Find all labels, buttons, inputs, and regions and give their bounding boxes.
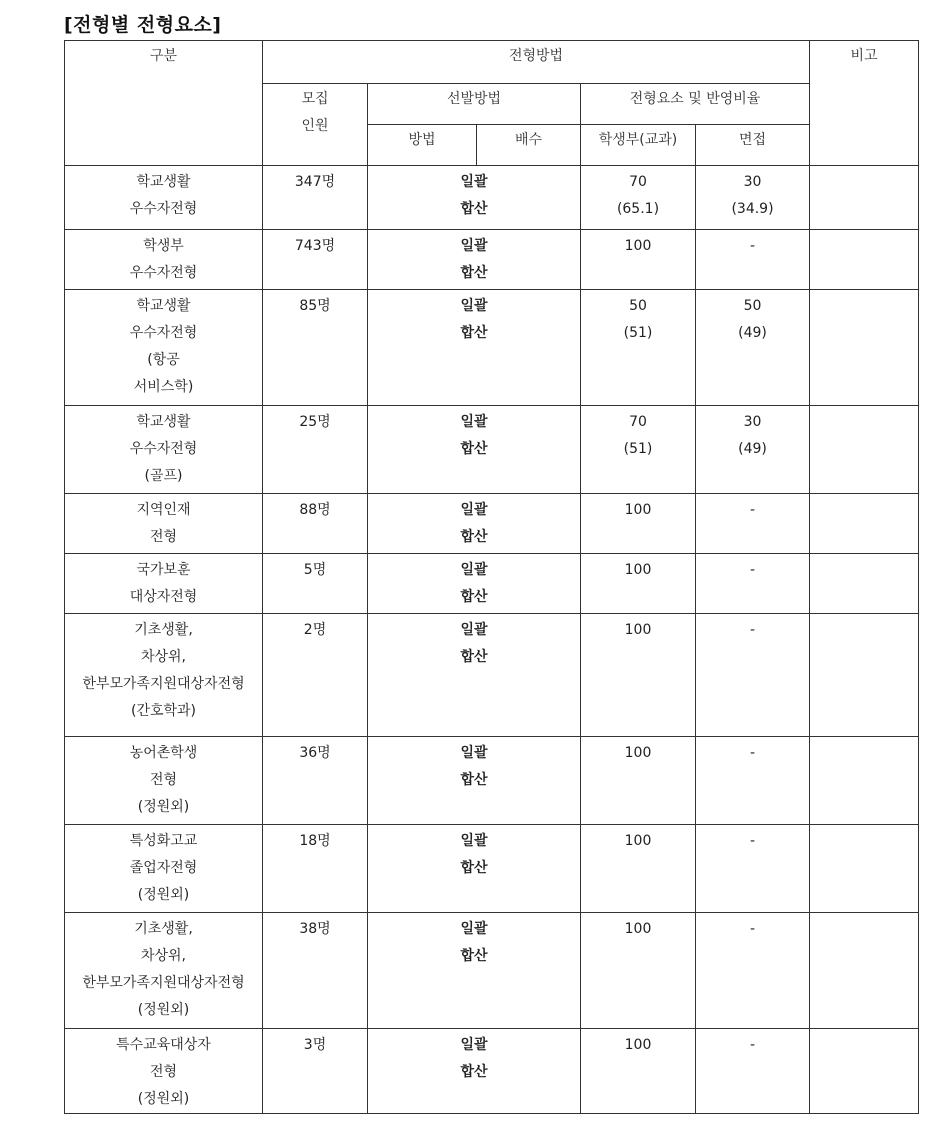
row-bigo-cell — [810, 825, 919, 913]
row-record-cell — [581, 825, 696, 913]
row-method-cell-line: 합산 — [460, 1064, 488, 1080]
row-name-cell-line: 학생부 — [143, 238, 184, 254]
row-record-cell-line: 100 — [624, 1037, 652, 1053]
table-row — [65, 230, 919, 290]
row-interview-cell — [696, 1029, 810, 1114]
row-record-cell — [581, 913, 696, 1029]
row-record-cell-line: 70 — [629, 414, 647, 430]
row-method-cell — [368, 825, 581, 913]
row-interview-cell — [696, 406, 810, 494]
row-name-cell-line: 학교생활 — [136, 174, 191, 190]
row-count-cell: 743명 — [263, 230, 368, 290]
row-count-cell: 2명 — [263, 614, 368, 737]
row-name-cell-line: 대상자전형 — [129, 589, 198, 605]
row-interview-cell — [696, 290, 810, 406]
row-name-cell — [65, 614, 263, 737]
row-name-cell — [65, 166, 263, 230]
row-method-cell-line: 합산 — [460, 325, 488, 341]
row-name-cell-line: 우수자전형 — [129, 325, 198, 341]
row-name-cell — [65, 494, 263, 554]
row-interview-cell-line: - — [749, 921, 756, 937]
row-name-cell-line: 국가보훈 — [136, 562, 191, 578]
row-bigo-cell — [810, 614, 919, 737]
row-name-cell-line: (간호학과) — [130, 703, 197, 719]
row-method-cell-line: 일괄 — [460, 833, 488, 849]
header-gubun: 구분 — [65, 41, 263, 166]
row-method-cell-line: 합산 — [460, 772, 488, 788]
table-row — [65, 290, 919, 406]
row-method-cell-line: 합산 — [460, 441, 488, 457]
row-count-cell: 38명 — [263, 913, 368, 1029]
row-method-cell — [368, 913, 581, 1029]
row-method-cell-line: 합산 — [460, 860, 488, 876]
header-selection: 선발방법 — [368, 84, 581, 125]
table-row — [65, 913, 919, 1029]
row-record-cell-line: 100 — [624, 745, 652, 761]
row-interview-cell-line: - — [749, 622, 756, 638]
row-bigo-cell — [810, 554, 919, 614]
row-method-cell-line: 일괄 — [460, 562, 488, 578]
table-row — [65, 825, 919, 913]
row-method-cell-line: 합산 — [460, 589, 488, 605]
row-method-cell-line: 일괄 — [460, 1037, 488, 1053]
header-recruit-line1: 모집 — [301, 91, 329, 107]
row-method-cell-line: 합산 — [460, 201, 488, 217]
row-name-cell-line: (정원외) — [137, 799, 190, 815]
row-count-cell: 25명 — [263, 406, 368, 494]
row-record-cell-line: 100 — [624, 238, 652, 254]
row-interview-cell-line: (34.9) — [731, 201, 774, 217]
row-count-cell: 3명 — [263, 1029, 368, 1114]
row-name-cell-line: (정원외) — [137, 1091, 190, 1107]
row-record-cell — [581, 1029, 696, 1114]
row-bigo-cell — [810, 166, 919, 230]
header-multiple: 배수 — [477, 125, 581, 166]
header-elements: 전형요소 및 반영비율 — [581, 84, 810, 125]
row-method-cell-line: 합산 — [460, 948, 488, 964]
row-record-cell-line: 100 — [624, 502, 652, 518]
table-row — [65, 406, 919, 494]
row-name-cell-line: 졸업자전형 — [129, 860, 198, 876]
header-recruit — [263, 84, 368, 166]
row-name-cell-line: (항공 — [147, 352, 180, 368]
row-name-cell — [65, 230, 263, 290]
row-count-cell: 347명 — [263, 166, 368, 230]
row-interview-cell — [696, 554, 810, 614]
row-record-cell-line: 70 — [629, 174, 647, 190]
table-row — [65, 166, 919, 230]
row-method-cell — [368, 406, 581, 494]
header-bigo: 비고 — [810, 41, 919, 166]
row-record-cell-line: 100 — [624, 833, 652, 849]
row-method-cell — [368, 166, 581, 230]
row-record-cell — [581, 737, 696, 825]
row-record-cell — [581, 230, 696, 290]
row-interview-cell — [696, 737, 810, 825]
row-name-cell-line: (골프) — [144, 468, 183, 484]
row-method-cell-line: 일괄 — [460, 921, 488, 937]
row-name-cell-line: (정원외) — [137, 1002, 190, 1018]
row-method-cell-line: 일괄 — [460, 238, 488, 254]
row-method-cell — [368, 554, 581, 614]
row-method-cell-line: 일괄 — [460, 298, 488, 314]
admission-elements-table — [64, 40, 919, 1114]
row-method-cell — [368, 494, 581, 554]
row-bigo-cell — [810, 290, 919, 406]
row-name-cell — [65, 913, 263, 1029]
row-bigo-cell — [810, 913, 919, 1029]
row-interview-cell-line: 30 — [743, 174, 762, 190]
row-method-cell — [368, 1029, 581, 1114]
row-interview-cell-line: 50 — [743, 298, 762, 314]
row-name-cell-line: 학교생활 — [136, 414, 191, 430]
row-method-cell — [368, 737, 581, 825]
table-row — [65, 737, 919, 825]
row-method-cell-line: 합산 — [460, 649, 488, 665]
row-record-cell-line: 50 — [629, 298, 647, 314]
row-interview-cell — [696, 614, 810, 737]
row-name-cell-line: 전형 — [149, 529, 178, 545]
row-name-cell-line: 서비스학) — [133, 379, 194, 395]
row-interview-cell-line: (49) — [738, 441, 767, 457]
row-method-cell-line: 일괄 — [460, 174, 488, 190]
row-record-cell-line: 100 — [624, 562, 652, 578]
row-record-cell — [581, 166, 696, 230]
row-interview-cell — [696, 230, 810, 290]
row-name-cell-line: 학교생활 — [136, 298, 191, 314]
row-record-cell-line: (51) — [623, 441, 653, 457]
row-method-cell-line: 일괄 — [460, 414, 488, 430]
row-interview-cell — [696, 825, 810, 913]
row-count-cell: 36명 — [263, 737, 368, 825]
row-name-cell-line: 기초생활, — [134, 921, 193, 937]
row-interview-cell-line: - — [749, 745, 756, 761]
row-name-cell-line: 전형 — [149, 772, 178, 788]
row-count-cell: 85명 — [263, 290, 368, 406]
header-record: 학생부(교과) — [581, 125, 696, 166]
row-count-cell: 18명 — [263, 825, 368, 913]
row-bigo-cell — [810, 737, 919, 825]
table-row — [65, 1029, 919, 1114]
header-interview: 면접 — [696, 125, 810, 166]
row-name-cell — [65, 554, 263, 614]
row-name-cell-line: 우수자전형 — [129, 441, 198, 457]
header-recruit-line2: 인원 — [301, 118, 329, 134]
row-interview-cell-line: 30 — [743, 414, 762, 430]
header-method: 전형방법 — [263, 41, 810, 84]
row-interview-cell-line: - — [749, 562, 756, 578]
row-record-cell-line: 100 — [624, 921, 652, 937]
row-name-cell — [65, 290, 263, 406]
row-name-cell-line: 차상위, — [140, 649, 187, 665]
row-name-cell-line: 우수자전형 — [129, 201, 198, 217]
row-method-cell-line: 일괄 — [460, 622, 488, 638]
row-interview-cell-line: - — [749, 1037, 756, 1053]
row-interview-cell-line: - — [749, 502, 756, 518]
row-method-cell — [368, 614, 581, 737]
row-method-cell — [368, 290, 581, 406]
table-body — [65, 166, 919, 1114]
row-record-cell-line: (51) — [623, 325, 653, 341]
row-interview-cell — [696, 913, 810, 1029]
row-method-cell-line: 일괄 — [460, 502, 488, 518]
row-name-cell-line: 지역인재 — [136, 502, 191, 518]
row-name-cell — [65, 737, 263, 825]
row-record-cell — [581, 406, 696, 494]
row-method-cell — [368, 230, 581, 290]
row-name-cell — [65, 1029, 263, 1114]
row-bigo-cell — [810, 230, 919, 290]
row-name-cell — [65, 825, 263, 913]
row-name-cell — [65, 406, 263, 494]
row-bigo-cell — [810, 406, 919, 494]
row-count-cell: 88명 — [263, 494, 368, 554]
row-interview-cell-line: - — [749, 238, 756, 254]
row-record-cell — [581, 494, 696, 554]
table-row — [65, 614, 919, 737]
row-method-cell-line: 합산 — [460, 265, 488, 281]
row-bigo-cell — [810, 1029, 919, 1114]
row-method-cell-line: 합산 — [460, 529, 488, 545]
row-name-cell-line: (정원외) — [137, 887, 190, 903]
row-name-cell-line: 차상위, — [140, 948, 187, 964]
row-record-cell-line: (65.1) — [616, 201, 660, 217]
row-name-cell-line: 우수자전형 — [129, 265, 198, 281]
row-name-cell-line: 특성화고교 — [129, 833, 198, 849]
row-method-cell-line: 일괄 — [460, 745, 488, 761]
row-name-cell-line: 한부모가족지원대상자전형 — [82, 676, 245, 692]
row-name-cell-line: 특수교육대상자 — [116, 1037, 211, 1053]
row-interview-cell — [696, 166, 810, 230]
row-interview-cell-line: - — [749, 833, 756, 849]
row-interview-cell-line: (49) — [738, 325, 767, 341]
row-record-cell-line: 100 — [624, 622, 652, 638]
table-row — [65, 494, 919, 554]
row-record-cell — [581, 290, 696, 406]
row-record-cell — [581, 614, 696, 737]
row-name-cell-line: 기초생활, — [134, 622, 193, 638]
row-record-cell — [581, 554, 696, 614]
row-name-cell-line: 한부모가족지원대상자전형 — [82, 975, 245, 991]
row-interview-cell — [696, 494, 810, 554]
header-how: 방법 — [368, 125, 477, 166]
row-bigo-cell — [810, 494, 919, 554]
table-row — [65, 554, 919, 614]
row-count-cell: 5명 — [263, 554, 368, 614]
row-name-cell-line: 전형 — [149, 1064, 178, 1080]
row-name-cell-line: 농어촌학생 — [129, 745, 198, 761]
page-title: [전형별 전형요소] — [64, 14, 222, 36]
